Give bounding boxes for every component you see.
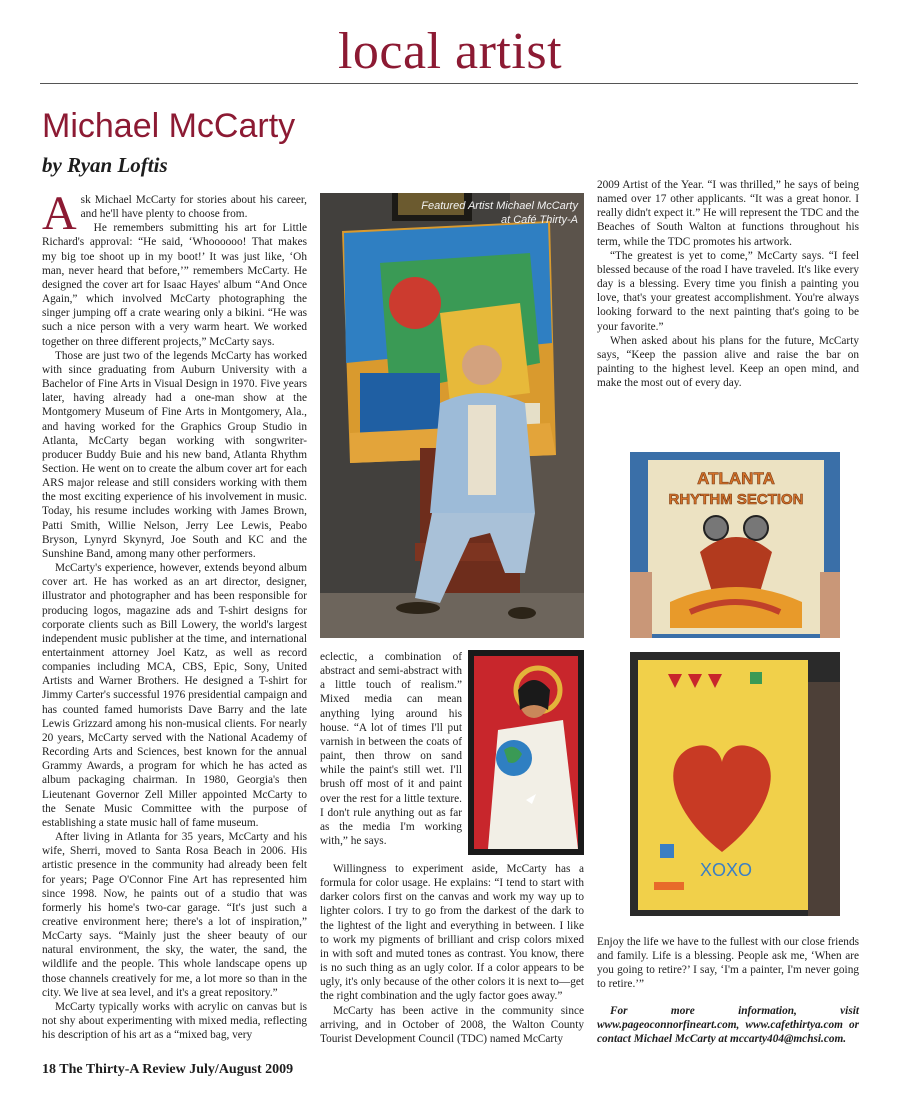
heart-painting-graphic — [630, 652, 840, 916]
photo-caption-line-1: Featured Artist Michael McCarty — [421, 200, 578, 212]
article-column-3-bottom — [597, 935, 859, 1046]
page-footer: 18 The Thirty-A Review July/August 2009 — [42, 1062, 294, 1077]
section-title: local artist — [337, 23, 563, 80]
photo-caption-line-2: at Café Thirty-A — [500, 214, 578, 226]
paragraph: Willingness to experiment aside, McCarty has a formula for color usage. He explains: “I tend to start with darker colors first on the canvas and work my way up to lighter colors. I try to go from the darkest of the dark to the lightest of the light and everything in between. I like to work my pigments of brilliant and crisp colors mixed in with soft and muted tones as contrast. You know, there is no such thing as an ugly color. If a color appears to be ugly, it's only because of the other colors it is next to—get the right combination and the ugly factor goes away.” — [320, 863, 584, 1003]
contact-credit: For more information, visit www.pageoconnorfineart.com, www.cafethirtya.com or contact Michael McCarty at mccarty404@mchsi.com. — [597, 1004, 859, 1045]
paragraph: When asked about his plans for the future, McCarty says, “Keep the passion alive and raise the bar on painting to the highest level. Keep an open mind, and make the most out of every day. — [597, 334, 859, 390]
xoxo-text: XOXO — [699, 860, 753, 880]
artist-photo-graphic — [320, 193, 584, 638]
article-column-3 — [597, 178, 859, 390]
paragraph: 2009 Artist of the Year. “I was thrilled,” he says of being named over 17 other applicants. “It was a great honor. I really didn't expect it.” He will represent the TDC and the Beaches of South Walton at functions throughout his term, while the TDC promotes his artwork. — [597, 179, 859, 248]
paragraph: After living in Atlanta for 35 years, McCarty and his wife, Sherri, moved to Santa Rosa Beach in 2006. His artistic presence in the community had already been felt for years; Page O'Connor Fine Art has represented him since 1998. Now, he paints out of a studio that was formerly his home's two-car garage. “It's just such a creative environment here; there's a lot of inspiration,” McCarty says. “Mainly just the sheer beauty of our natural environment, the sky, the water, the sand, the wildlife and the people. This whole landscape opens up those channels creatively for me, a lot more so than in the city. We live at sea level, and it's a great repository.” — [42, 831, 307, 999]
article-column-2-bottom — [320, 862, 584, 1046]
paragraph: He remembers submitting his art for Little Richard's approval: “He said, ‘Whoooooo! That makes my big toe shoot up in my boot!’ It was just like, ‘Oh man, never heard that before,’” remembers McCarty. He designed the cover art for Isaac Hayes' album “And Once Again,” which involved McCarty photographing the singer jumping off a crate wearing only a bikini. “He was such a nice person with a very warm heart. We worked together on three different projects,” McCarty says. — [42, 222, 307, 348]
album-cover-photo — [630, 452, 840, 638]
paragraph: Enjoy the life we have to the fullest with our close friends and family. Life is a blessing. People ask me, ‘When are you going to retire?’ I say, ‘I'm a painter, I'm never going to retire.’” — [597, 936, 859, 991]
album-title-line-1: ATLANTA — [697, 469, 775, 488]
artist-photo — [320, 193, 584, 638]
paragraph: Those are just two of the legends McCarty has worked with since graduating from Auburn University with a Bachelor of Fine Arts in Visual Design in 1970. Five years later, having already had a one-man show at the Montgomery Museum of Fine Arts in Montgomery, Ala., and having worked for the Graphics Group Studio in Atlanta, McCarty began working with songwriter-producer Buddy Buie and his new band, Atlanta Rhythm Section. He went on to create the album cover art for each ARS major release and still considers working with them the most exciting experience of his involvement in music. Today, his resume includes working with James Brown, Patti Smith, Willie Nelson, Jerry Lee Lewis, Peabo Bryson, Lynyrd Skynyrd, Joe South and KC and the Sunshine Band, among many other performers. — [42, 349, 307, 560]
paragraph: Ask Michael McCarty for stories about his career, and he'll have plenty to choose from. — [42, 187, 307, 240]
painting-woman-globe — [468, 650, 584, 855]
paragraph: McCarty's experience, however, extends beyond album cover art. He has worked as an art director, designer, illustrator and photographer and has been responsible for producing logos, magazine ads and T-shirt designs for corporate clients such as Bill Lowery, the world's largest independent music publisher at the time, and international entertainment attorney Joel Katz, as well as record companies including MCA, CBS, Epic, Sony, United Artists and Warner Brothers. He designed a T-shirt for Jimmy Carter's successful 1976 presidential campaign and has counted famed humorists Dave Barry and the late Lewis Grizzard among his non-musical clients. For nearly 20 years, McCarty served with the National Academy of Recording Arts and Sciences, best known for the annual Grammy Awards, a program for which he has acted as album packaging chairman. In 1980, Georgia's then Lieutenant Governor Zell Miller appointed McCarty to the Senate Music Committee with the purpose of establishing a state music hall of fame museum. — [42, 562, 307, 829]
painting-woman-globe-graphic — [468, 650, 584, 855]
byline: by Ryan Loftis — [42, 153, 168, 177]
album-cover-graphic — [630, 452, 840, 638]
article-headline: Michael McCarty — [42, 107, 296, 145]
paragraph: McCarty has been active in the community since arriving, and in October of 2008, the Walton County Tourist Development Council (TDC) named McCarty — [320, 1004, 584, 1045]
heart-painting-photo — [630, 652, 840, 916]
article-column-1 — [42, 187, 307, 1042]
paragraph: eclectic, a combination of abstract and semi-abstract with a little touch of realism.” Mixed media can mean anything lying around his house. “A lot of times I'll put varnish in between the coats of paint, then throw on sand while the paint's still wet. I'll brush off most of it and paint over the rest for a little texture. I don't rule anything out as far as the media I'm working with,” he says. — [320, 651, 462, 848]
drop-cap: A — [42, 187, 77, 240]
paragraph: McCarty typically works with acrylic on canvas but is not shy about experimenting with mixed media, reflecting his description of his art as a “mixed bag, very — [42, 1000, 307, 1042]
paragraph: “The greatest is yet to come,” McCarty says. “I feel blessed because of the road I have traveled. It's like every day is a blessing. Every time you finish a painting you love, that's your greatest accomplishment. You're always looking forward to the next painting that's going to be your favorite.” — [597, 249, 859, 333]
album-title-line-2: RHYTHM SECTION — [668, 491, 804, 508]
article-column-2-top — [320, 650, 462, 848]
header-rule — [40, 83, 858, 84]
